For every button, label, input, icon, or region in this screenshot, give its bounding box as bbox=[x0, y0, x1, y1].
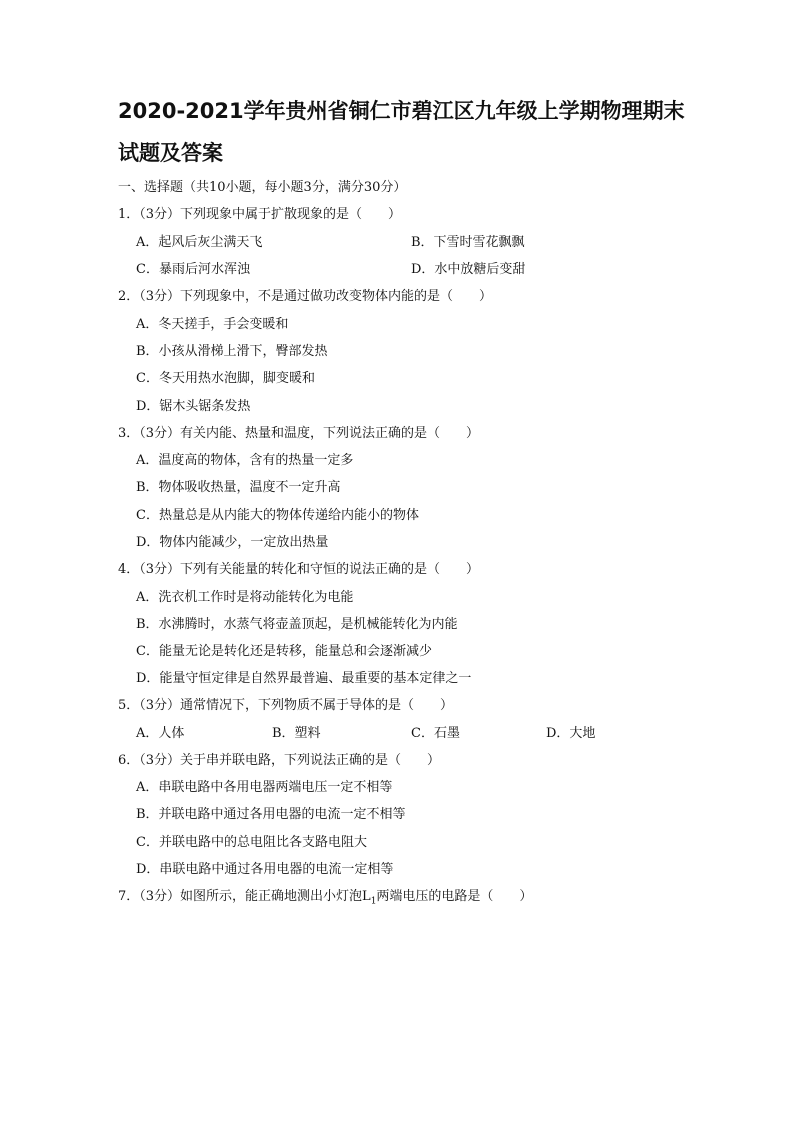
question-4-option-d: D．能量守恒定律是自然界最普遍、最重要的基本定律之一 bbox=[136, 671, 472, 686]
question-4-option-c: C．能量无论是转化还是转移，能量总和会逐渐减少 bbox=[136, 644, 432, 659]
question-2-stem: 2．（3分）下列现象中，不是通过做功改变物体内能的是（ ） bbox=[118, 289, 493, 304]
question-3-option-b: B．物体吸收热量，温度不一定升高 bbox=[136, 480, 341, 495]
question-1-option-d: D．水中放糖后变甜 bbox=[411, 262, 526, 277]
question-3-option-d: D．物体内能减少，一定放出热量 bbox=[136, 535, 329, 550]
question-1-option-c: C．暴雨后河水浑浊 bbox=[136, 262, 250, 277]
question-5-option-d: D．大地 bbox=[546, 726, 596, 741]
question-5-option-b: B．塑料 bbox=[272, 726, 321, 741]
document-title-line-1: 2020-2021学年贵州省铜仁市碧江区九年级上学期物理期末 bbox=[118, 99, 685, 123]
question-7-stem bbox=[118, 888, 532, 911]
question-1-stem: 1．（3分）下列现象中属于扩散现象的是（ ） bbox=[118, 207, 402, 222]
document-title-line-2: 试题及答案 bbox=[118, 141, 223, 165]
question-7-stem-after: 两端电压的电路是（ ） bbox=[376, 889, 533, 904]
question-3-option-a: A．温度高的物体，含有的热量一定多 bbox=[136, 453, 354, 468]
question-1-option-b: B．下雪时雪花飘飘 bbox=[411, 235, 525, 250]
question-3-stem: 3．（3分）有关内能、热量和温度，下列说法正确的是（ ） bbox=[118, 426, 480, 441]
question-3-option-c: C．热量总是从内能大的物体传递给内能小的物体 bbox=[136, 508, 419, 523]
question-2-option-b: B．小孩从滑梯上滑下，臀部发热 bbox=[136, 344, 328, 359]
question-5-option-a: A．人体 bbox=[136, 726, 185, 741]
question-5-stem: 5．（3分）通常情况下，下列物质不属于导体的是（ ） bbox=[118, 698, 454, 713]
question-1-option-a: A．起风后灰尘满天飞 bbox=[136, 235, 263, 250]
question-2-option-d: D．锯木头锯条发热 bbox=[136, 399, 251, 414]
question-7-stem-subscript: 1 bbox=[370, 896, 377, 907]
question-4-stem: 4．（3分）下列有关能量的转化和守恒的说法正确的是（ ） bbox=[118, 562, 480, 577]
question-7-stem-before: 7．（3分）如图所示，能正确地测出小灯泡L bbox=[118, 889, 371, 904]
question-4-option-b: B．水沸腾时，水蒸气将壶盖顶起，是机械能转化为内能 bbox=[136, 617, 458, 632]
question-6-option-d: D．串联电路中通过各用电器的电流一定相等 bbox=[136, 862, 394, 877]
section-heading: 一、选择题（共10小题，每小题3分，满分30分） bbox=[118, 180, 407, 195]
question-6-option-c: C．并联电路中的总电阻比各支路电阻大 bbox=[136, 835, 367, 850]
question-6-option-a: A．串联电路中各用电器两端电压一定不相等 bbox=[136, 780, 393, 795]
question-2-option-c: C．冬天用热水泡脚，脚变暖和 bbox=[136, 371, 315, 386]
question-4-option-a: A．洗衣机工作时是将动能转化为电能 bbox=[136, 590, 354, 605]
question-6-option-b: B．并联电路中通过各用电器的电流一定不相等 bbox=[136, 807, 406, 822]
question-5-option-c: C．石墨 bbox=[411, 726, 460, 741]
question-6-stem: 6．（3分）关于串并联电路，下列说法正确的是（ ） bbox=[118, 753, 441, 768]
question-2-option-a: A．冬天搓手，手会变暖和 bbox=[136, 317, 289, 332]
